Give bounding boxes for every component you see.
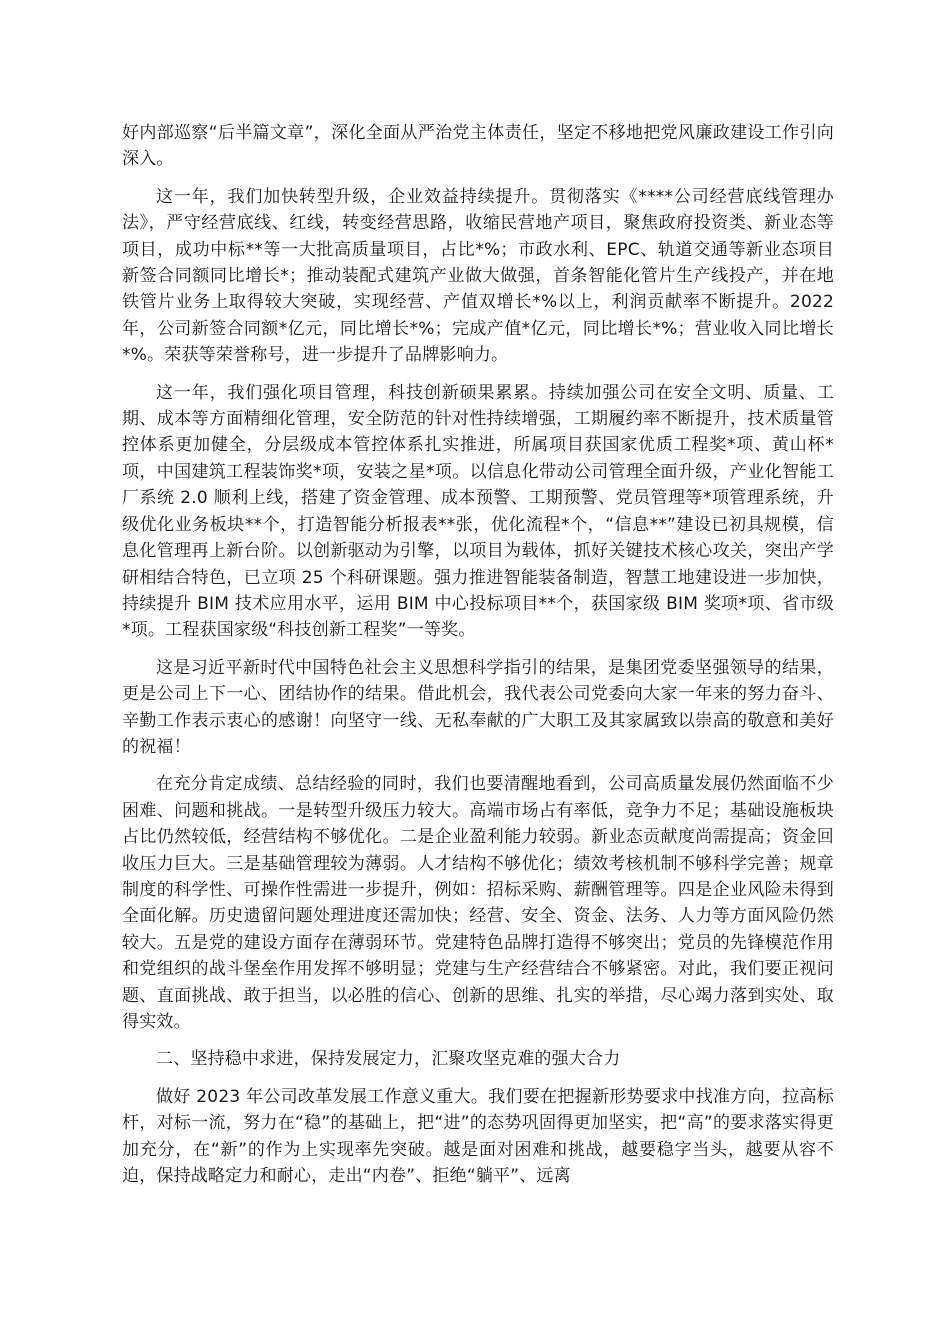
paragraph-2023-work: 做好 2023 年公司改革发展工作意义重大。我们要在把握新形势要求中找准方向，拉高标杆，对标一流，努力在“稳”的基础上，把“进”的态势巩固得更加坚实，把“高”的要求落实得更加充分，在“新”的作为上实现率先突破。越是面对困难和挑战，越要稳字当头，越要从容不迫，保持战略定力和耐心，走出“内卷”、拒绝“躺平”、远离 (122, 1086, 834, 1187)
paragraph-transformation-upgrade: 这一年，我们加快转型升级，企业效益持续提升。贯彻落实《****公司经营底线管理办法》，严守经营底线、红线，转变经营思路，收缩民营地产项目，聚焦政府投资类、新业态等项目，成功中标**等一大批高质量项目，占比*%；市政水利、EPC、轨道交通等新业态项目新签合同额同比增长*；推动装配式建筑产业做大做强，首条智能化管片生产线投产，并在地铁管片业务上取得较大突破，实现经营、产值双增长*%以上，利润贡献率不断提升。2022 年，公司新签合同额*亿元，同比增长*%；完成产值*亿元，同比增长*%；营业收入同比增长*%。荣获等荣誉称号，进一步提升了品牌影响力。 (122, 186, 834, 366)
paragraph-challenges: 在充分肯定成绩、总结经验的同时，我们也要清醒地看到，公司高质量发展仍然面临不少困难、问题和挑战。一是转型升级压力较大。高端市场占有率低，竞争力不足；基础设施板块占比仍然较低，经营结构不够优化。二是企业盈利能力较弱。新业态贡献度尚需提高；资金回收压力巨大。三是基础管理较为薄弱。人才结构不够优化；绩效考核机制不够科学完善；规章制度的科学性、可操作性需进一步提升，例如：招标采购、薪酬管理等。四是企业风险未得到全面化解。历史遗留问题处理进度还需加快；经营、安全、资金、法务、人力等方面风险仍然较大。五是党的建设方面存在薄弱环节。党建特色品牌打造得不够突出；党员的先锋模范作用和党组织的战斗堡垒作用发挥不够明显；党建与生产经营结合不够紧密。对此，我们要正视问题、直面挑战、敢于担当，以必胜的信心、创新的思维、扎实的举措，尽心竭力落到实处、取得实效。 (122, 774, 834, 1032)
paragraph-project-management-tech: 这一年，我们强化项目管理，科技创新硕果累累。持续加强公司在安全文明、质量、工期、成本等方面精细化管理，安全防范的针对性持续增强，工期履约率不断提升，技术质量管控体系更加健全，分层级成本管控体系扎实推进，所属项目获国家优质工程奖*项、黄山杯*项，中国建筑工程装饰奖*项，安装之星*项。以信息化带动公司管理全面升级，产业化智能工厂系统 2.0 顺利上线，搭建了资金管理、成本预警、工期预警、党员管理等*项管理系统，升级优化业务板块**个，打造智能分析报表**张，优化流程*个，“信息**”建设已初具规模，信息化管理再上新台阶。以创新驱动为引擎，以项目为载体，抓好关键技术核心攻关，突出产学研相结合特色，已立项 25 个科研课题。强力推进智能装备制造，智慧工地建设进一步加快，持续提升 BIM 技术应用水平，运用 BIM 中心投标项目**个，获国家级 BIM 奖项*项、省市级*项。工程获国家级“科技创新工程奖”一等奖。 (122, 382, 834, 641)
paragraph-inspection-continuation: 好内部巡察“后半篇文章”，深化全面从严治党主体责任，坚定不移地把党风廉政建设工作引向深入。 (122, 123, 834, 170)
section-heading-2: 二、坚持稳中求进，保持发展定力，汇聚攻坚克难的强大合力 (156, 1049, 621, 1070)
document-body (122, 120, 834, 1200)
paragraph-acknowledgement: 这是习近平新时代中国特色社会主义思想科学指引的结果，是集团党委坚强领导的结果，更是公司上下一心、团结协作的结果。借此机会，我代表公司党委向大家一年来的努力奋斗、辛勤工作表示衷心的感谢！向坚守一线、无私奉献的广大职工及其家属致以崇高的敬意和美好的祝福！ (122, 657, 834, 757)
